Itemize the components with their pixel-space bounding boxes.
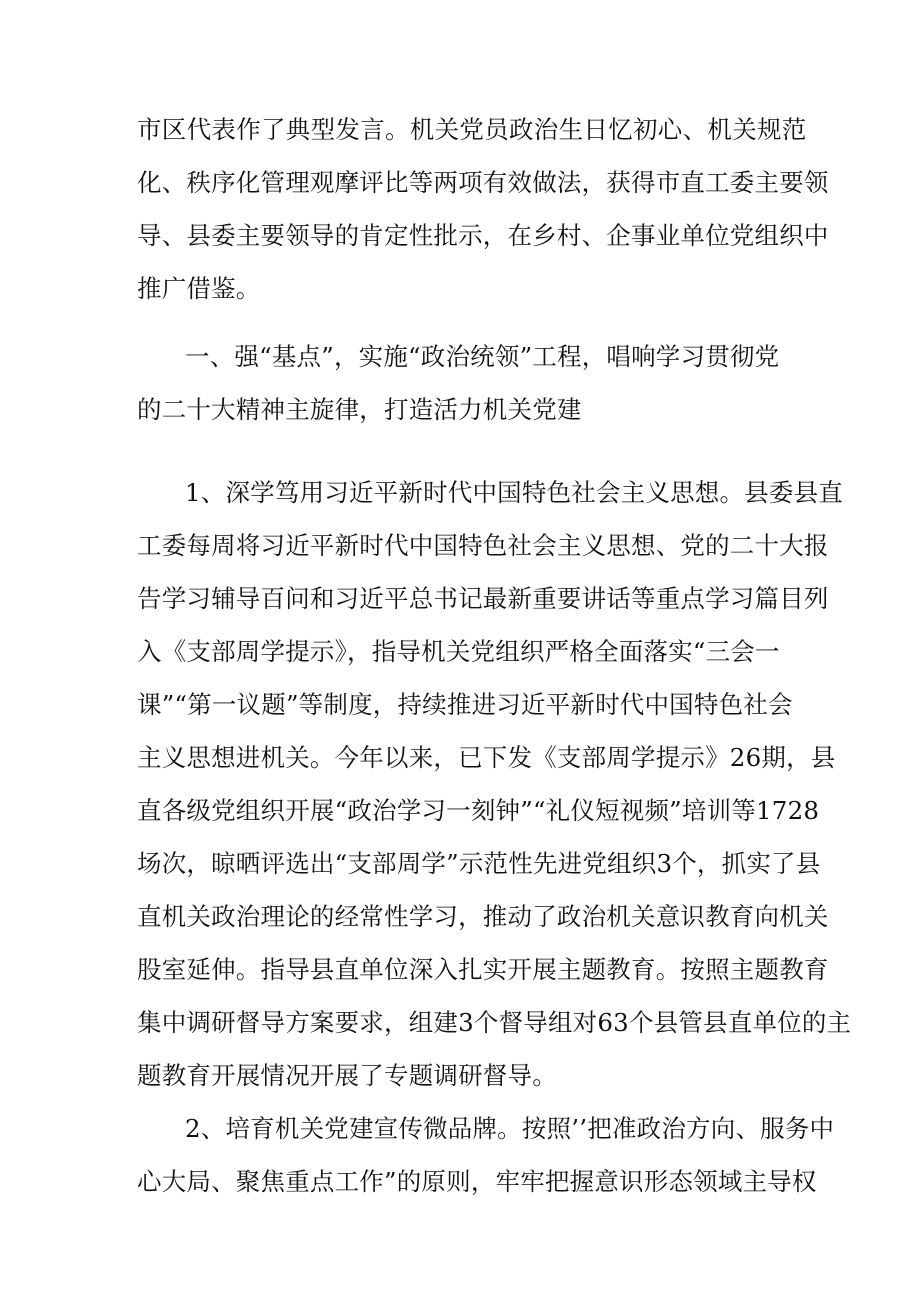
paragraph-item-2 bbox=[137, 1102, 835, 1208]
text-line: 市区代表作了典型发言。机关党员政治生日忆初心、机关规范 bbox=[137, 115, 807, 144]
paragraph-item-1 bbox=[137, 466, 852, 1102]
text-line: 1、深学笃用习近平新时代中国特色社会主义思想。县委县直 bbox=[185, 478, 843, 507]
text-line: 课”“第一议题”等制度，持续推进习近平新时代中国特色社会 bbox=[137, 690, 793, 719]
text-line: 的二十大精神主旋律，打造活力机关党建 bbox=[137, 395, 582, 424]
text-line: 题教育开展情况开展了专题调研督导。 bbox=[137, 1061, 557, 1090]
text-line: 集中调研督导方案要求，组建3个督导组对63个县管县直单位的主 bbox=[137, 1008, 852, 1037]
text-line: 工委每周将习近平新时代中国特色社会主义思想、党的二十大报 bbox=[137, 531, 829, 560]
section-heading bbox=[137, 330, 797, 436]
text-line: 入《支部周学提示》，指导机关党组织严格全面落实“三会一 bbox=[137, 637, 780, 666]
text-line: 主义思想进机关。今年以来，已下发《支部周学提示》26期，县 bbox=[137, 743, 836, 772]
text-line: 告学习辅导百问和习近平总书记最新重要讲话等重点学习篇目列 bbox=[137, 584, 829, 613]
text-line: 股室延伸。指导县直单位深入扎实开展主题教育。按照主题教育 bbox=[137, 955, 829, 984]
text-line: 直机关政治理论的经常性学习，推动了政治机关意识教育向机关 bbox=[137, 902, 829, 931]
text-line: 心大局、聚焦重点工作”的原则，牢牢把握意识形态领域主导权 bbox=[137, 1167, 817, 1196]
text-line: 2、培育机关党建宣传微品牌。按照’’把准政治方向、服务中 bbox=[185, 1114, 835, 1143]
text-line: 化、秩序化管理观摩评比等两项有效做法，获得市直工委主要领 bbox=[137, 168, 829, 197]
text-line: 直各级党组织开展“政治学习一刻钟”“礼仪短视频”培训等1728 bbox=[137, 796, 820, 825]
paragraph-intro bbox=[137, 103, 829, 315]
text-line: 场次，晾晒评选出“支部周学”示范性先进党组织3个，抓实了县 bbox=[137, 849, 821, 878]
text-line: 一、强“基点”，实施“政治统领”工程，唱响学习贯彻党 bbox=[185, 342, 780, 371]
text-line: 导、县委主要领导的肯定性批示，在乡村、企事业单位党组织中 bbox=[137, 221, 829, 250]
text-line: 推广借鉴。 bbox=[137, 274, 261, 303]
